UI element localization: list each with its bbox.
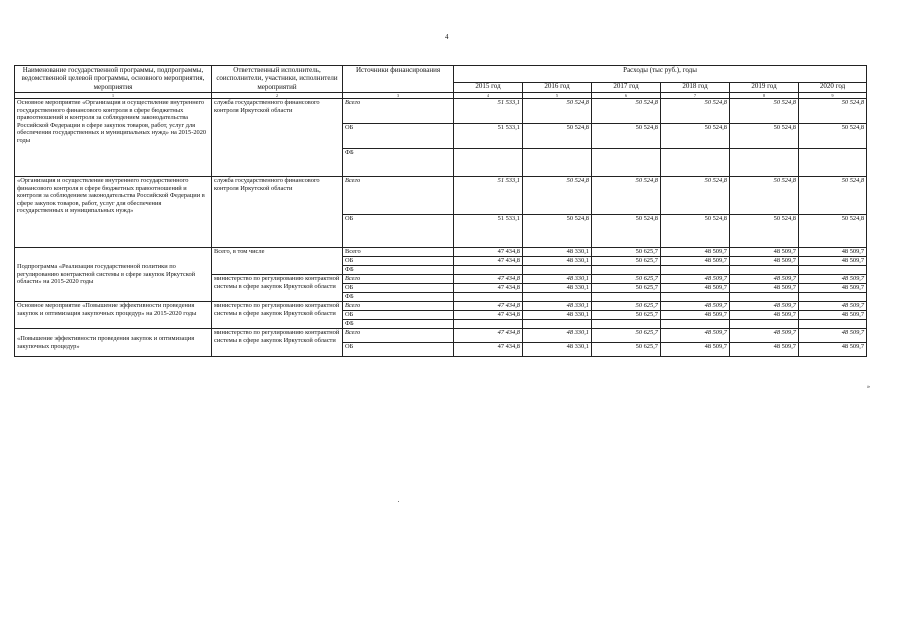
amount-cell: 50 524,8 xyxy=(730,124,799,149)
amount-cell: 48 509,7 xyxy=(799,257,867,266)
header-expenses: Расходы (тыс руб.), годы xyxy=(454,66,867,83)
source-total: Всего xyxy=(343,177,454,215)
page-number: 4 xyxy=(445,33,449,41)
source-total: Всего xyxy=(343,248,454,257)
source-fb: ФБ xyxy=(343,293,454,302)
column-index: 4 xyxy=(454,93,523,99)
amount-cell: 48 330,1 xyxy=(523,311,592,320)
executor-cell: служба государственного финансового контроля Иркутской области xyxy=(212,177,343,248)
year-header: 2017 год xyxy=(592,83,661,93)
amount-cell: 50 524,8 xyxy=(799,177,867,215)
amount-cell: 48 509,7 xyxy=(661,257,730,266)
amount-cell: 48 509,7 xyxy=(730,248,799,257)
amount-cell: 47 434,8 xyxy=(454,329,523,343)
empty-cell xyxy=(454,266,523,275)
source-total: Всего xyxy=(343,302,454,311)
empty-cell xyxy=(592,149,661,177)
amount-cell: 48 509,7 xyxy=(799,284,867,293)
amount-cell: 50 524,8 xyxy=(799,124,867,149)
amount-cell: 47 434,8 xyxy=(454,248,523,257)
program-name-cell: «Повышение эффективности проведения закупок и оптимизация закупочных процедур» xyxy=(15,329,212,357)
source-fb: ФБ xyxy=(343,266,454,275)
amount-cell: 48 509,7 xyxy=(799,275,867,284)
empty-cell xyxy=(661,149,730,177)
empty-cell xyxy=(799,320,867,329)
amount-cell: 47 434,8 xyxy=(454,343,523,357)
amount-cell: 50 625,7 xyxy=(592,343,661,357)
amount-cell: 48 509,7 xyxy=(730,329,799,343)
amount-cell: 51 533,1 xyxy=(454,177,523,215)
source-ob: ОБ xyxy=(343,284,454,293)
column-index: 9 xyxy=(799,93,867,99)
amount-cell: 50 524,8 xyxy=(799,99,867,124)
source-total: Всего xyxy=(343,275,454,284)
amount-cell: 48 509,7 xyxy=(799,248,867,257)
column-index: 1 xyxy=(15,93,212,99)
executor-cell: служба государственного финансового контроля Иркутской области xyxy=(212,99,343,177)
amount-cell: 48 509,7 xyxy=(661,302,730,311)
empty-cell xyxy=(730,293,799,302)
column-index: 5 xyxy=(523,93,592,99)
source-ob: ОБ xyxy=(343,124,454,149)
column-index: 7 xyxy=(661,93,730,99)
amount-cell: 50 625,7 xyxy=(592,284,661,293)
source-ob: ОБ xyxy=(343,343,454,357)
amount-cell: 48 509,7 xyxy=(730,302,799,311)
executor-cell: министерство по регулированию контрактной системы в сфере закупок Иркутской области xyxy=(212,329,343,357)
year-header: 2018 год xyxy=(661,83,730,93)
header-name: Наименование государственной программы, подпрограммы, ведомственной целевой программы, основного мероприятия, мероприятия xyxy=(15,66,212,93)
closing-quote-mark: » xyxy=(867,384,870,390)
amount-cell: 50 524,8 xyxy=(592,99,661,124)
amount-cell: 48 330,1 xyxy=(523,343,592,357)
empty-cell xyxy=(730,320,799,329)
executor-total-cell: Всего, в том числе xyxy=(212,248,343,275)
executor-cell: министерство по регулированию контрактной системы в сфере закупок Иркутской области xyxy=(212,275,343,302)
amount-cell: 48 509,7 xyxy=(799,329,867,343)
column-index: 6 xyxy=(592,93,661,99)
empty-cell xyxy=(523,266,592,275)
column-index: 8 xyxy=(730,93,799,99)
amount-cell: 48 509,7 xyxy=(661,343,730,357)
empty-cell xyxy=(661,293,730,302)
scan-speck xyxy=(398,501,399,502)
amount-cell: 50 524,8 xyxy=(523,177,592,215)
empty-cell xyxy=(592,320,661,329)
empty-cell xyxy=(454,293,523,302)
amount-cell: 48 509,7 xyxy=(799,311,867,320)
source-ob: ОБ xyxy=(343,257,454,266)
amount-cell: 48 330,1 xyxy=(523,284,592,293)
amount-cell: 51 533,1 xyxy=(454,99,523,124)
column-index: 2 xyxy=(212,93,343,99)
amount-cell: 47 434,8 xyxy=(454,257,523,266)
amount-cell: 50 625,7 xyxy=(592,302,661,311)
empty-cell xyxy=(799,293,867,302)
column-index: 3 xyxy=(343,93,454,99)
empty-cell xyxy=(730,266,799,275)
year-header: 2015 год xyxy=(454,83,523,93)
amount-cell: 48 509,7 xyxy=(661,329,730,343)
amount-cell: 48 509,7 xyxy=(661,275,730,284)
amount-cell: 48 509,7 xyxy=(730,275,799,284)
amount-cell: 50 625,7 xyxy=(592,311,661,320)
amount-cell: 47 434,8 xyxy=(454,284,523,293)
amount-cell: 51 533,1 xyxy=(454,215,523,248)
source-ob: ОБ xyxy=(343,311,454,320)
empty-cell xyxy=(730,149,799,177)
source-total: Всего xyxy=(343,329,454,343)
empty-cell xyxy=(592,266,661,275)
amount-cell: 50 524,8 xyxy=(661,99,730,124)
amount-cell: 48 330,1 xyxy=(523,257,592,266)
amount-cell: 50 524,8 xyxy=(730,99,799,124)
amount-cell: 50 524,8 xyxy=(523,99,592,124)
year-header: 2019 год xyxy=(730,83,799,93)
empty-cell xyxy=(661,320,730,329)
amount-cell: 48 509,7 xyxy=(730,284,799,293)
program-name-cell: Основное мероприятие «Организация и осуществление внутреннего государственного финансового контроля в сфере бюджетных правоотношений и контроля за соблюдением законодательства Российской Федерации в сфере закупок товаров, работ, услуг для обеспечения государственных и муниципальных нужд» на 2015-2020 годы xyxy=(15,99,212,177)
amount-cell: 50 524,8 xyxy=(523,124,592,149)
amount-cell: 50 524,8 xyxy=(661,215,730,248)
amount-cell: 48 330,1 xyxy=(523,302,592,311)
empty-cell xyxy=(799,149,867,177)
program-name-cell: «Организация и осуществление внутреннего государственного финансового контроля в сфере бюджетных правоотношений и контроля за соблюдением законодательства Российской Федерации в сфере закупок товаров, работ, услуг для обеспечения государственных и муниципальных нужд» xyxy=(15,177,212,248)
source-fb: ФБ xyxy=(343,320,454,329)
amount-cell: 50 625,7 xyxy=(592,257,661,266)
source-fb: ФБ xyxy=(343,149,454,177)
amount-cell: 48 509,7 xyxy=(661,248,730,257)
header-executor: Ответственный исполнитель, соисполнители, участники, исполнители мероприятий xyxy=(212,66,343,93)
amount-cell: 47 434,8 xyxy=(454,302,523,311)
amount-cell: 50 524,8 xyxy=(661,177,730,215)
amount-cell: 50 524,8 xyxy=(592,177,661,215)
amount-cell: 48 330,1 xyxy=(523,248,592,257)
amount-cell: 50 524,8 xyxy=(799,215,867,248)
amount-cell: 50 524,8 xyxy=(730,215,799,248)
amount-cell: 47 434,8 xyxy=(454,275,523,284)
year-header: 2020 год xyxy=(799,83,867,93)
subprogram-name-cell: Подпрограмма «Реализация государственной политики по регулированию контрактной системы в сфере закупок Иркутской области» на 2015-2020 годы xyxy=(15,248,212,302)
amount-cell: 50 625,7 xyxy=(592,248,661,257)
empty-cell xyxy=(523,149,592,177)
amount-cell: 50 625,7 xyxy=(592,275,661,284)
source-total: Всего xyxy=(343,99,454,124)
amount-cell: 48 509,7 xyxy=(799,343,867,357)
amount-cell: 51 533,1 xyxy=(454,124,523,149)
empty-cell xyxy=(592,293,661,302)
header-source: Источники финансирования xyxy=(343,66,454,93)
amount-cell: 50 524,8 xyxy=(592,124,661,149)
amount-cell: 48 330,1 xyxy=(523,329,592,343)
executor-cell: министерство по регулированию контрактной системы в сфере закупок Иркутской области xyxy=(212,302,343,329)
amount-cell: 50 625,7 xyxy=(592,329,661,343)
year-header: 2016 год xyxy=(523,83,592,93)
amount-cell: 48 509,7 xyxy=(730,343,799,357)
empty-cell xyxy=(661,266,730,275)
amount-cell: 48 509,7 xyxy=(661,311,730,320)
amount-cell: 48 509,7 xyxy=(661,284,730,293)
amount-cell: 48 509,7 xyxy=(730,257,799,266)
amount-cell: 48 509,7 xyxy=(799,302,867,311)
amount-cell: 48 509,7 xyxy=(730,311,799,320)
empty-cell xyxy=(454,320,523,329)
empty-cell xyxy=(454,149,523,177)
amount-cell: 47 434,8 xyxy=(454,311,523,320)
empty-cell xyxy=(523,293,592,302)
amount-cell: 50 524,8 xyxy=(592,215,661,248)
amount-cell: 48 330,1 xyxy=(523,275,592,284)
amount-cell: 50 524,8 xyxy=(523,215,592,248)
program-name-cell: Основное мероприятие «Повышение эффективности проведения закупок и оптимизация закупочных процедур» на 2015-2020 годы xyxy=(15,302,212,329)
expenses-table xyxy=(14,65,867,357)
empty-cell xyxy=(523,320,592,329)
amount-cell: 50 524,8 xyxy=(730,177,799,215)
source-ob: ОБ xyxy=(343,215,454,248)
empty-cell xyxy=(799,266,867,275)
amount-cell: 50 524,8 xyxy=(661,124,730,149)
